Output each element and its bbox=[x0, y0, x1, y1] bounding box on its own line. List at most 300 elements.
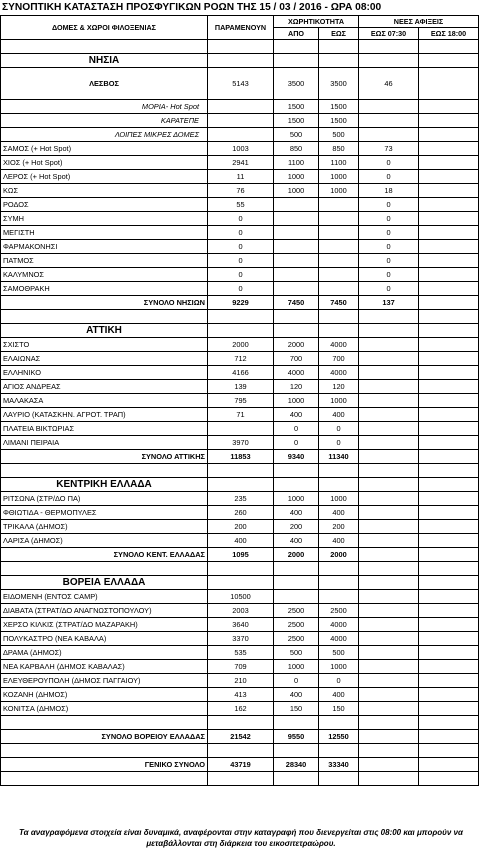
cell-to: 33340 bbox=[319, 758, 359, 772]
cell-present: 0 bbox=[208, 240, 274, 254]
cell-to: 4000 bbox=[319, 366, 359, 380]
row-label: ΛΙΜΑΝΙ ΠΕΙΡΑΙΑ bbox=[1, 436, 208, 450]
cell-present bbox=[208, 100, 274, 114]
cell-present: 200 bbox=[208, 520, 274, 534]
table-row bbox=[1, 114, 479, 128]
cell-arr0730: 0 bbox=[359, 212, 419, 226]
header-capacity-from: ΑΠΟ bbox=[274, 28, 319, 40]
cell-arr1800 bbox=[419, 198, 479, 212]
cell-to: 4000 bbox=[319, 338, 359, 352]
cell-arr0730: 0 bbox=[359, 226, 419, 240]
cell-from: 0 bbox=[274, 436, 319, 450]
cell-arr1800 bbox=[419, 114, 479, 128]
row-label: ΦΑΡΜΑΚΟΝΗΣΙ bbox=[1, 240, 208, 254]
row-label: ΚΟΖΑΝΗ (ΔΗΜΟΣ) bbox=[1, 688, 208, 702]
table-row bbox=[1, 492, 479, 506]
header-capacity-to: ΕΩΣ bbox=[319, 28, 359, 40]
cell-to: 1100 bbox=[319, 156, 359, 170]
cell-from: 0 bbox=[274, 422, 319, 436]
cell-to: 2500 bbox=[319, 604, 359, 618]
cell-present: 55 bbox=[208, 198, 274, 212]
row-label: ΦΘΙΩΤΙΔΑ - ΘΕΡΜΟΠΥΛΕΣ bbox=[1, 506, 208, 520]
cell-from: 0 bbox=[274, 674, 319, 688]
cell-present: 11 bbox=[208, 170, 274, 184]
cell-arr0730 bbox=[359, 590, 419, 604]
row-label: ΚΟΝΙΤΣΑ (ΔΗΜΟΣ) bbox=[1, 702, 208, 716]
cell-present: 0 bbox=[208, 212, 274, 226]
table-row bbox=[1, 646, 479, 660]
cell-to: 1000 bbox=[319, 184, 359, 198]
cell-arr0730 bbox=[359, 492, 419, 506]
cell-arr0730 bbox=[359, 534, 419, 548]
cell-to: 850 bbox=[319, 142, 359, 156]
table-body bbox=[1, 40, 479, 786]
cell-arr0730 bbox=[359, 548, 419, 562]
cell-arr1800 bbox=[419, 520, 479, 534]
section-title: ΑΤΤΙΚΗ bbox=[1, 324, 208, 338]
row-label: ΡΟΔΟΣ bbox=[1, 198, 208, 212]
section-header-row bbox=[1, 324, 479, 338]
cell-from bbox=[274, 240, 319, 254]
cell-to: 120 bbox=[319, 380, 359, 394]
cell-from bbox=[274, 590, 319, 604]
cell-from bbox=[274, 268, 319, 282]
cell-to: 200 bbox=[319, 520, 359, 534]
cell-arr0730: 46 bbox=[359, 68, 419, 100]
cell-from bbox=[274, 198, 319, 212]
cell-arr0730: 73 bbox=[359, 142, 419, 156]
table-row bbox=[1, 618, 479, 632]
table-row bbox=[1, 156, 479, 170]
cell-from: 150 bbox=[274, 702, 319, 716]
cell-present: 2941 bbox=[208, 156, 274, 170]
cell-from: 9340 bbox=[274, 450, 319, 464]
grand-total-row bbox=[1, 758, 479, 772]
table-row bbox=[1, 352, 479, 366]
row-label: ΛΑΡΙΣΑ (ΔΗΜΟΣ) bbox=[1, 534, 208, 548]
cell-arr1800 bbox=[419, 240, 479, 254]
cell-present: 0 bbox=[208, 282, 274, 296]
cell-arr1800 bbox=[419, 282, 479, 296]
cell-present: 3370 bbox=[208, 632, 274, 646]
cell-arr1800 bbox=[419, 254, 479, 268]
cell-from: 700 bbox=[274, 352, 319, 366]
cell-to: 7450 bbox=[319, 296, 359, 310]
table-row bbox=[1, 338, 479, 352]
refugee-flows-table bbox=[0, 15, 479, 786]
table-row bbox=[1, 128, 479, 142]
section-total-row bbox=[1, 296, 479, 310]
row-label: ΕΛΑΙΩΝΑΣ bbox=[1, 352, 208, 366]
row-label: ΜΟΡΙΑ- Hot Spot bbox=[1, 100, 208, 114]
table-row bbox=[1, 590, 479, 604]
section-title: ΚΕΝΤΡΙΚΗ ΕΛΛΑΔΑ bbox=[1, 478, 208, 492]
header-present: ΠΑΡΑΜΕΝΟΥΝ bbox=[208, 16, 274, 40]
cell-present: 0 bbox=[208, 226, 274, 240]
row-label: ΧΕΡΣΟ ΚΙΛΚΙΣ (ΣΤΡΑΤ/ΔΟ ΜΑΖΑΡΑΚΗ) bbox=[1, 618, 208, 632]
row-label: ΓΕΝΙΚΟ ΣΥΝΟΛΟ bbox=[1, 758, 208, 772]
cell-arr0730 bbox=[359, 450, 419, 464]
row-label: ΠΑΤΜΟΣ bbox=[1, 254, 208, 268]
table-row bbox=[1, 702, 479, 716]
cell-arr0730: 0 bbox=[359, 282, 419, 296]
cell-arr1800 bbox=[419, 68, 479, 100]
section-title: ΒΟΡΕΙΑ ΕΛΛΑΔΑ bbox=[1, 576, 208, 590]
cell-arr1800 bbox=[419, 660, 479, 674]
cell-arr1800 bbox=[419, 156, 479, 170]
cell-arr1800 bbox=[419, 128, 479, 142]
cell-present: 400 bbox=[208, 534, 274, 548]
table-row bbox=[1, 282, 479, 296]
cell-arr0730 bbox=[359, 646, 419, 660]
cell-arr0730 bbox=[359, 352, 419, 366]
cell-to: 400 bbox=[319, 688, 359, 702]
blank-row bbox=[1, 310, 479, 324]
cell-arr0730 bbox=[359, 632, 419, 646]
cell-arr1800 bbox=[419, 534, 479, 548]
cell-arr1800 bbox=[419, 296, 479, 310]
header-arrivals: ΝΕΕΣ ΑΦΙΞΕΙΣ bbox=[359, 16, 479, 28]
cell-present: 5143 bbox=[208, 68, 274, 100]
cell-to: 1000 bbox=[319, 492, 359, 506]
cell-arr0730 bbox=[359, 604, 419, 618]
table-row bbox=[1, 198, 479, 212]
row-label: ΤΡΙΚΑΛΑ (ΔΗΜΟΣ) bbox=[1, 520, 208, 534]
table-row bbox=[1, 604, 479, 618]
cell-present: 10500 bbox=[208, 590, 274, 604]
table-row bbox=[1, 394, 479, 408]
cell-from: 2500 bbox=[274, 604, 319, 618]
row-label: ΝΕΑ ΚΑΡΒΑΛΗ (ΔΗΜΟΣ ΚΑΒΑΛΑΣ) bbox=[1, 660, 208, 674]
cell-present: 260 bbox=[208, 506, 274, 520]
cell-present bbox=[208, 128, 274, 142]
section-title: ΝΗΣΙΑ bbox=[1, 54, 208, 68]
cell-from: 1100 bbox=[274, 156, 319, 170]
cell-arr1800 bbox=[419, 184, 479, 198]
table-row bbox=[1, 68, 479, 100]
cell-from: 1000 bbox=[274, 184, 319, 198]
table-row bbox=[1, 660, 479, 674]
cell-arr0730 bbox=[359, 366, 419, 380]
table-row bbox=[1, 142, 479, 156]
cell-from: 2000 bbox=[274, 548, 319, 562]
blank-row bbox=[1, 464, 479, 478]
cell-arr1800 bbox=[419, 604, 479, 618]
cell-present: 1095 bbox=[208, 548, 274, 562]
cell-to: 3500 bbox=[319, 68, 359, 100]
cell-to: 400 bbox=[319, 534, 359, 548]
row-label: ΣΥΝΟΛΟ ΒΟΡΕΙΟΥ ΕΛΛΑΔΑΣ bbox=[1, 730, 208, 744]
cell-to: 150 bbox=[319, 702, 359, 716]
row-label: ΔΙΑΒΑΤΑ (ΣΤΡΑΤ/ΔΟ ΑΝΑΓΝΩΣΤΟΠΟΥΛΟΥ) bbox=[1, 604, 208, 618]
cell-to: 0 bbox=[319, 674, 359, 688]
cell-present: 535 bbox=[208, 646, 274, 660]
table-row bbox=[1, 268, 479, 282]
cell-arr1800 bbox=[419, 100, 479, 114]
cell-arr1800 bbox=[419, 492, 479, 506]
table-row bbox=[1, 100, 479, 114]
cell-present: 162 bbox=[208, 702, 274, 716]
cell-arr0730 bbox=[359, 114, 419, 128]
cell-to: 0 bbox=[319, 422, 359, 436]
row-label: ΛΕΣΒΟΣ bbox=[1, 68, 208, 100]
cell-arr0730 bbox=[359, 100, 419, 114]
cell-present: 4166 bbox=[208, 366, 274, 380]
cell-from: 1500 bbox=[274, 114, 319, 128]
cell-arr1800 bbox=[419, 338, 479, 352]
cell-to: 1000 bbox=[319, 170, 359, 184]
cell-arr0730 bbox=[359, 618, 419, 632]
section-header-row bbox=[1, 478, 479, 492]
report-title: ΣΥΝΟΠΤΙΚΗ ΚΑΤΑΣΤΑΣΗ ΠΡΟΣΦΥΓΙΚΩΝ ΡΟΩΝ ΤΗΣ 15 / 03 / 2016 - ΩΡΑ 08:00 bbox=[2, 2, 382, 13]
cell-from: 500 bbox=[274, 128, 319, 142]
cell-to: 4000 bbox=[319, 632, 359, 646]
table-row bbox=[1, 632, 479, 646]
table-row bbox=[1, 212, 479, 226]
cell-to bbox=[319, 226, 359, 240]
footnote: Τα αναγραφόμενα στοιχεία είναι δυναμικά, αναφέρονται στην καταγραφή που διενεργείται στις 08:00 και μπορούν να μεταβάλλονται στη διάρκεια του εικοσιτετραώρου. bbox=[19, 828, 463, 848]
table-row bbox=[1, 422, 479, 436]
cell-arr0730: 0 bbox=[359, 156, 419, 170]
section-total-row bbox=[1, 450, 479, 464]
table-row bbox=[1, 520, 479, 534]
cell-present: 712 bbox=[208, 352, 274, 366]
section-header-row bbox=[1, 576, 479, 590]
cell-present: 413 bbox=[208, 688, 274, 702]
cell-present: 0 bbox=[208, 268, 274, 282]
table-row bbox=[1, 408, 479, 422]
cell-to: 1000 bbox=[319, 394, 359, 408]
cell-from: 1500 bbox=[274, 100, 319, 114]
cell-from: 850 bbox=[274, 142, 319, 156]
cell-from: 1000 bbox=[274, 170, 319, 184]
table-row bbox=[1, 674, 479, 688]
cell-from: 400 bbox=[274, 506, 319, 520]
cell-to bbox=[319, 254, 359, 268]
cell-arr1800 bbox=[419, 366, 479, 380]
cell-to bbox=[319, 198, 359, 212]
cell-arr1800 bbox=[419, 394, 479, 408]
cell-from: 1000 bbox=[274, 660, 319, 674]
table-row bbox=[1, 240, 479, 254]
cell-to: 12550 bbox=[319, 730, 359, 744]
cell-arr1800 bbox=[419, 212, 479, 226]
header-row-1 bbox=[1, 16, 479, 28]
table-row bbox=[1, 688, 479, 702]
cell-to bbox=[319, 240, 359, 254]
cell-to: 1500 bbox=[319, 114, 359, 128]
cell-arr0730: 0 bbox=[359, 268, 419, 282]
cell-from: 200 bbox=[274, 520, 319, 534]
row-label: ΛΑΥΡΙΟ (ΚΑΤΑΣΚΗΝ. ΑΓΡΟΤ. ΤΡΑΠ) bbox=[1, 408, 208, 422]
header-arrivals-1800: ΕΩΣ 18:00 bbox=[419, 28, 479, 40]
row-label: ΔΡΑΜΑ (ΔΗΜΟΣ) bbox=[1, 646, 208, 660]
cell-arr0730 bbox=[359, 688, 419, 702]
cell-arr1800 bbox=[419, 632, 479, 646]
cell-to: 400 bbox=[319, 408, 359, 422]
cell-from: 7450 bbox=[274, 296, 319, 310]
row-label: ΣΥΝΟΛΟ ΝΗΣΙΩΝ bbox=[1, 296, 208, 310]
cell-arr1800 bbox=[419, 646, 479, 660]
cell-from: 500 bbox=[274, 646, 319, 660]
cell-arr0730 bbox=[359, 758, 419, 772]
table-row bbox=[1, 226, 479, 240]
cell-from bbox=[274, 212, 319, 226]
cell-arr0730: 0 bbox=[359, 240, 419, 254]
cell-present: 0 bbox=[208, 254, 274, 268]
cell-present: 1003 bbox=[208, 142, 274, 156]
cell-to bbox=[319, 282, 359, 296]
cell-from: 3500 bbox=[274, 68, 319, 100]
row-label: ΛΕΡΟΣ (+ Hot Spot) bbox=[1, 170, 208, 184]
row-label: ΣΥΝΟΛΟ ΑΤΤΙΚΗΣ bbox=[1, 450, 208, 464]
cell-from: 400 bbox=[274, 688, 319, 702]
section-total-row bbox=[1, 548, 479, 562]
blank-row bbox=[1, 744, 479, 758]
cell-arr1800 bbox=[419, 352, 479, 366]
row-label: ΠΛΑΤΕΙΑ ΒΙΚΤΩΡΙΑΣ bbox=[1, 422, 208, 436]
cell-arr1800 bbox=[419, 548, 479, 562]
cell-present: 709 bbox=[208, 660, 274, 674]
cell-arr0730 bbox=[359, 128, 419, 142]
cell-from bbox=[274, 282, 319, 296]
cell-arr1800 bbox=[419, 142, 479, 156]
row-label: ΚΩΣ bbox=[1, 184, 208, 198]
blank-row bbox=[1, 562, 479, 576]
cell-present: 3970 bbox=[208, 436, 274, 450]
cell-arr0730 bbox=[359, 520, 419, 534]
cell-present: 43719 bbox=[208, 758, 274, 772]
cell-present: 21542 bbox=[208, 730, 274, 744]
table-row bbox=[1, 366, 479, 380]
cell-from: 2500 bbox=[274, 618, 319, 632]
cell-present: 3640 bbox=[208, 618, 274, 632]
row-label: ΕΛΕΥΘΕΡΟΥΠΟΛΗ (ΔΗΜΟΣ ΠΑΓΓΑΙΟΥ) bbox=[1, 674, 208, 688]
blank-row bbox=[1, 40, 479, 54]
cell-arr1800 bbox=[419, 674, 479, 688]
cell-present bbox=[208, 422, 274, 436]
cell-arr1800 bbox=[419, 758, 479, 772]
table-row bbox=[1, 170, 479, 184]
cell-arr0730 bbox=[359, 338, 419, 352]
row-label: ΡΙΤΣΩΝΑ (ΣΤΡ/ΔΟ ΠΑ) bbox=[1, 492, 208, 506]
row-label: ΣΥΜΗ bbox=[1, 212, 208, 226]
row-label: ΕΙΔΟΜΕΝΗ (ΕΝΤΟΣ CAMP) bbox=[1, 590, 208, 604]
row-label: ΠΟΛΥΚΑΣΤΡΟ (ΝΕΑ ΚΑΒΑΛΑ) bbox=[1, 632, 208, 646]
section-total-row bbox=[1, 730, 479, 744]
cell-from: 4000 bbox=[274, 366, 319, 380]
cell-arr1800 bbox=[419, 380, 479, 394]
cell-to: 1500 bbox=[319, 100, 359, 114]
row-label: ΛΟΙΠΕΣ ΜΙΚΡΕΣ ΔΟΜΕΣ bbox=[1, 128, 208, 142]
cell-present: 9229 bbox=[208, 296, 274, 310]
table-row bbox=[1, 506, 479, 520]
row-label: ΑΓΙΟΣ ΑΝΔΡΕΑΣ bbox=[1, 380, 208, 394]
cell-arr0730 bbox=[359, 702, 419, 716]
row-label: ΕΛΛΗΝΙΚΟ bbox=[1, 366, 208, 380]
row-label: ΧΙΟΣ (+ Hot Spot) bbox=[1, 156, 208, 170]
cell-arr1800 bbox=[419, 730, 479, 744]
cell-from: 9550 bbox=[274, 730, 319, 744]
cell-arr0730: 137 bbox=[359, 296, 419, 310]
cell-present: 71 bbox=[208, 408, 274, 422]
cell-arr1800 bbox=[419, 702, 479, 716]
cell-present: 76 bbox=[208, 184, 274, 198]
cell-present: 795 bbox=[208, 394, 274, 408]
cell-present: 11853 bbox=[208, 450, 274, 464]
cell-to bbox=[319, 212, 359, 226]
cell-arr0730: 0 bbox=[359, 170, 419, 184]
table-row bbox=[1, 254, 479, 268]
cell-arr0730: 0 bbox=[359, 198, 419, 212]
row-label: ΜΕΓΙΣΤΗ bbox=[1, 226, 208, 240]
cell-from: 28340 bbox=[274, 758, 319, 772]
cell-present bbox=[208, 114, 274, 128]
table-row bbox=[1, 534, 479, 548]
cell-arr0730 bbox=[359, 730, 419, 744]
cell-to: 500 bbox=[319, 646, 359, 660]
table-row bbox=[1, 184, 479, 198]
row-label: ΣΧΙΣΤΟ bbox=[1, 338, 208, 352]
cell-to: 4000 bbox=[319, 618, 359, 632]
table-row bbox=[1, 380, 479, 394]
cell-arr0730: 18 bbox=[359, 184, 419, 198]
row-label: ΣΥΝΟΛΟ ΚΕΝΤ. ΕΛΛΑΔΑΣ bbox=[1, 548, 208, 562]
header-structures: ΔΟΜΕΣ & ΧΩΡΟΙ ΦΙΛΟΞΕΝΙΑΣ bbox=[1, 16, 208, 40]
cell-arr1800 bbox=[419, 688, 479, 702]
cell-arr1800 bbox=[419, 618, 479, 632]
cell-arr0730 bbox=[359, 422, 419, 436]
cell-arr0730 bbox=[359, 408, 419, 422]
cell-to: 0 bbox=[319, 436, 359, 450]
cell-to bbox=[319, 590, 359, 604]
cell-present: 2000 bbox=[208, 338, 274, 352]
cell-arr1800 bbox=[419, 450, 479, 464]
blank-row bbox=[1, 772, 479, 786]
header-arrivals-0730: ΕΩΣ 07:30 bbox=[359, 28, 419, 40]
cell-arr1800 bbox=[419, 436, 479, 450]
cell-from bbox=[274, 254, 319, 268]
cell-arr0730 bbox=[359, 380, 419, 394]
cell-arr0730: 0 bbox=[359, 254, 419, 268]
table-row bbox=[1, 436, 479, 450]
cell-present: 210 bbox=[208, 674, 274, 688]
cell-to: 500 bbox=[319, 128, 359, 142]
cell-arr1800 bbox=[419, 506, 479, 520]
cell-arr1800 bbox=[419, 408, 479, 422]
cell-arr0730 bbox=[359, 394, 419, 408]
cell-arr0730 bbox=[359, 674, 419, 688]
row-label: ΜΑΛΑΚΑΣΑ bbox=[1, 394, 208, 408]
cell-to: 11340 bbox=[319, 450, 359, 464]
header-capacity: ΧΩΡΗΤΙΚΟΤΗΤΑ bbox=[274, 16, 359, 28]
cell-from: 400 bbox=[274, 408, 319, 422]
cell-from: 120 bbox=[274, 380, 319, 394]
section-header-row bbox=[1, 54, 479, 68]
cell-to: 700 bbox=[319, 352, 359, 366]
cell-arr1800 bbox=[419, 268, 479, 282]
cell-present: 235 bbox=[208, 492, 274, 506]
cell-arr1800 bbox=[419, 170, 479, 184]
cell-to bbox=[319, 268, 359, 282]
row-label: ΣΑΜΟΣ (+ Hot Spot) bbox=[1, 142, 208, 156]
row-label: ΣΑΜΟΘΡΑΚΗ bbox=[1, 282, 208, 296]
cell-from: 2500 bbox=[274, 632, 319, 646]
row-label: ΚΑΡΑΤΕΠΕ bbox=[1, 114, 208, 128]
cell-to: 1000 bbox=[319, 660, 359, 674]
cell-to: 2000 bbox=[319, 548, 359, 562]
cell-to: 400 bbox=[319, 506, 359, 520]
